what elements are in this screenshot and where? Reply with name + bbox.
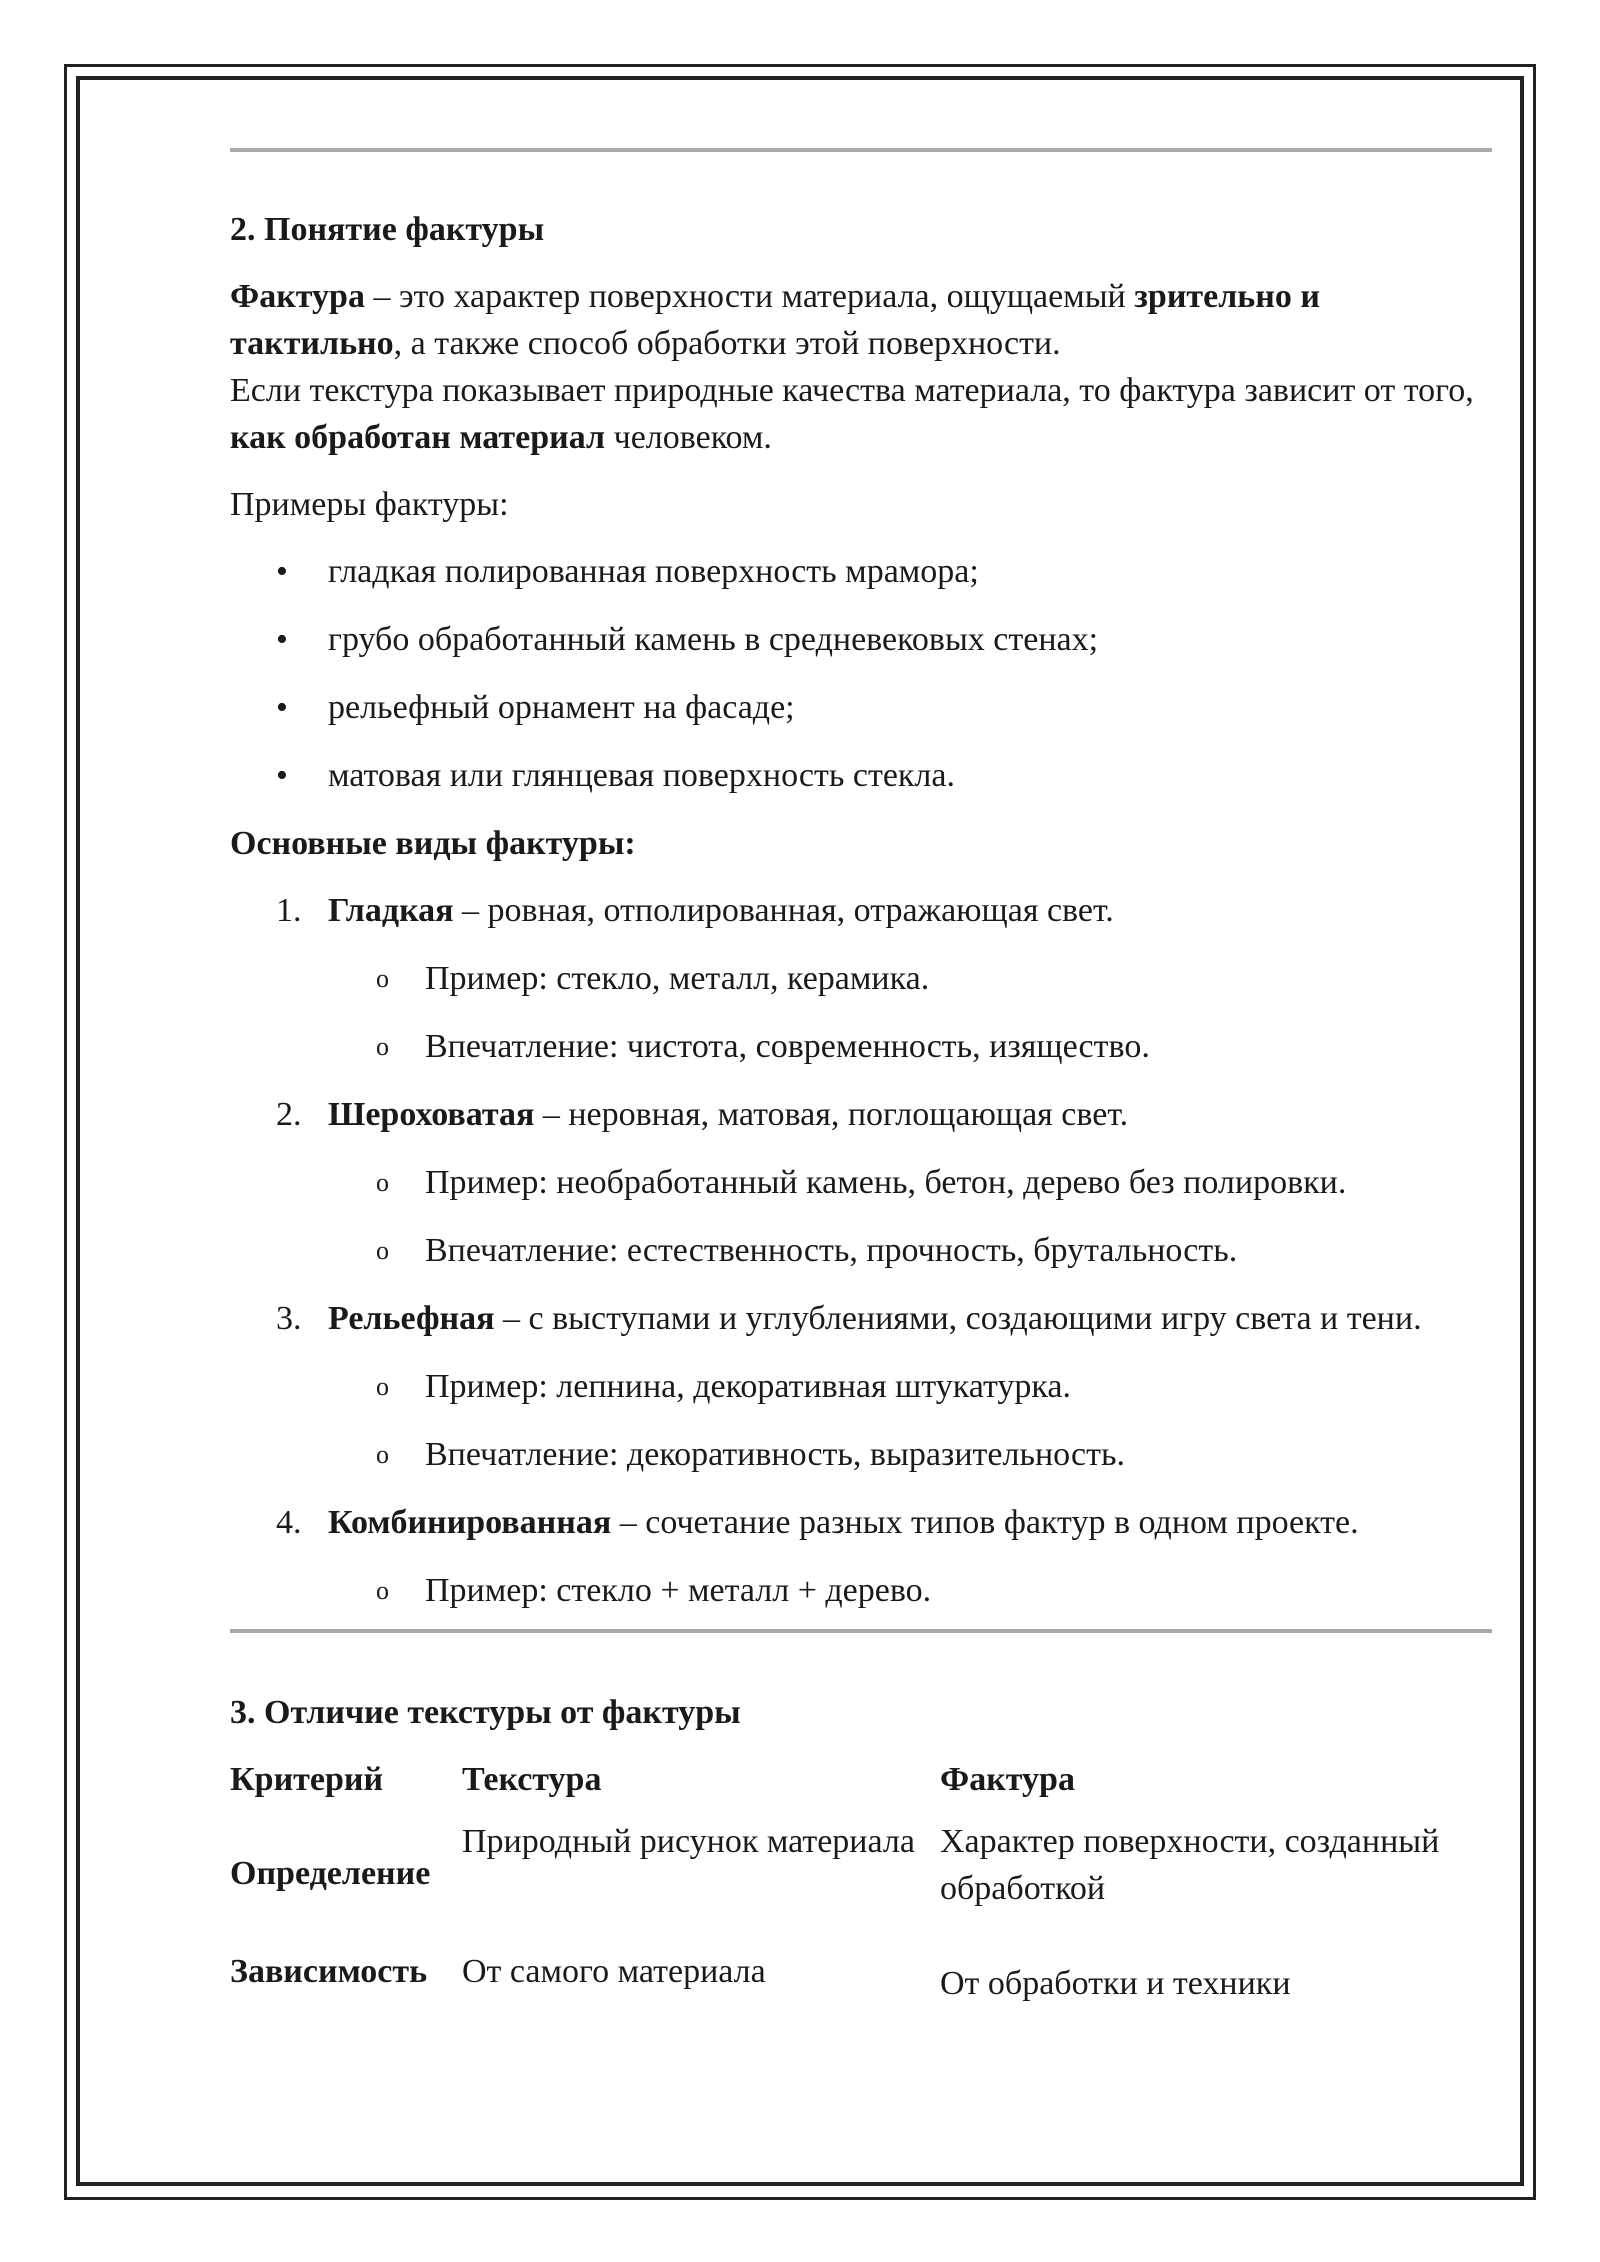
type-item-rough: 2. Шероховатая – неровная, матовая, поглощающая свет. o Пример: необработанный камень, бетон, дерево без полировки. o Впечатление: естественность, прочность, брутальность. bbox=[230, 1091, 1492, 1274]
header-criterion: Критерий bbox=[230, 1761, 384, 1798]
texture-definition: Фактура – это характер поверхности материала, ощущаемый зрительно и тактильно, а также способ обработки этой поверхности. Если текстура показывает природные качества материала, то фактура зависит от того, как обработан материал человеком. bbox=[230, 278, 1474, 456]
table-cell: От обработки и техники bbox=[940, 1965, 1291, 2002]
bullet-icon: • bbox=[276, 689, 288, 726]
sub-item: o Пример: стекло + металл + дерево. bbox=[328, 1567, 1492, 1614]
circle-bullet-icon: o bbox=[376, 1236, 389, 1265]
bullet-icon: • bbox=[276, 621, 288, 658]
examples-heading: Примеры фактуры: bbox=[230, 486, 509, 523]
top-divider bbox=[230, 148, 1492, 152]
circle-bullet-icon: o bbox=[376, 1440, 389, 1469]
type-item-smooth: 1. Гладкая – ровная, отполированная, отражающая свет. o Пример: стекло, металл, керамика. o Впечатление: чистота, современность, изящество. bbox=[230, 887, 1492, 1070]
document-body bbox=[230, 148, 1492, 2007]
row-label: Определение bbox=[230, 1854, 431, 1892]
type-item-combined: 4. Комбинированная – сочетание разных типов фактур в одном проекте. o Пример: стекло + металл + дерево. bbox=[230, 1499, 1492, 1614]
bullet-icon: • bbox=[276, 553, 288, 590]
section-3-title: 3. Отличие текстуры от фактуры bbox=[230, 1694, 741, 1731]
table-row bbox=[230, 1818, 1492, 1928]
table-cell: Характер поверхности, созданный обработкой bbox=[940, 1823, 1440, 1907]
section-2-title: 2. Понятие фактуры bbox=[230, 211, 545, 248]
sub-item: o Впечатление: чистота, современность, изящество. bbox=[328, 1023, 1492, 1070]
row-label: Зависимость bbox=[230, 1953, 428, 1990]
section-divider bbox=[230, 1629, 1492, 1633]
table-row bbox=[230, 1928, 1492, 2007]
circle-bullet-icon: o bbox=[376, 1576, 389, 1605]
sub-item: o Пример: стекло, металл, керамика. bbox=[328, 955, 1492, 1002]
list-item: • гладкая полированная поверхность мрамора; bbox=[230, 548, 1492, 595]
table-cell: Природный рисунок материала bbox=[462, 1823, 915, 1860]
circle-bullet-icon: o bbox=[376, 964, 389, 993]
sub-item: o Впечатление: декоративность, выразительность. bbox=[328, 1431, 1492, 1478]
list-item: • матовая или глянцевая поверхность стекла. bbox=[230, 752, 1492, 799]
examples-list bbox=[230, 548, 1492, 799]
comparison-table bbox=[230, 1756, 1492, 2007]
sub-item: o Пример: необработанный камень, бетон, дерево без полировки. bbox=[328, 1159, 1492, 1206]
circle-bullet-icon: o bbox=[376, 1032, 389, 1061]
table-cell: От самого материала bbox=[462, 1953, 766, 1990]
types-list bbox=[230, 887, 1492, 1614]
type-item-relief: 3. Рельефная – с выступами и углублениями, создающими игру света и тени. o Пример: лепнина, декоративная штукатурка. o Впечатление: декоративность, выразительность. bbox=[230, 1295, 1492, 1478]
header-faktura: Фактура bbox=[940, 1761, 1075, 1798]
circle-bullet-icon: o bbox=[376, 1168, 389, 1197]
term-faktura: Фактура bbox=[230, 278, 365, 315]
list-item: • грубо обработанный камень в средневековых стенах; bbox=[230, 616, 1492, 663]
sub-item: o Впечатление: естественность, прочность, брутальность. bbox=[328, 1227, 1492, 1274]
list-item: • рельефный орнамент на фасаде; bbox=[230, 684, 1492, 731]
bullet-icon: • bbox=[276, 757, 288, 794]
circle-bullet-icon: o bbox=[376, 1372, 389, 1401]
sub-item: o Пример: лепнина, декоративная штукатурка. bbox=[328, 1363, 1492, 1410]
header-texture: Текстура bbox=[462, 1761, 602, 1798]
table-header-row bbox=[230, 1756, 1492, 1818]
types-heading: Основные виды фактуры: bbox=[230, 825, 636, 862]
